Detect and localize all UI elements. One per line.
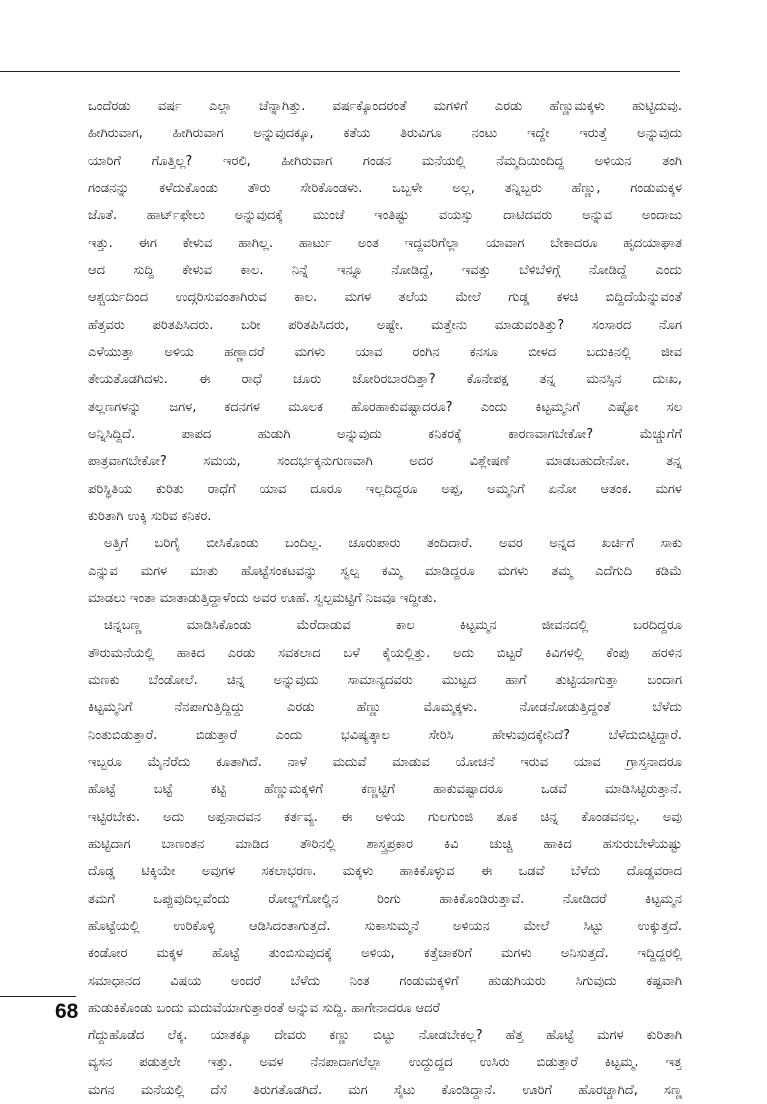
text-line: ಆಶ್ಚರ್ಯದಿಂದ ಉದ್ಗರಿಸುವಂತಾಗಿರುವ ಕಾಲ. ಮಗಳ ತಲೆಯ ಮೇಲೆ ಗುಡ್ಡ ಕಳಚಿ ಬಿದ್ದಿದೆಯೆನ್ನುವಂತೆ [88, 290, 682, 306]
text-line: ಅನ್ನಿಸಿದ್ದಿದೆ. ಪಾಪದ ಹುಡುಗಿ ಅನ್ನುವುದು ಕನಿಕರಕ್ಕೆ ಕಾರಣವಾಗಬೇಕೋ? ಮೆಚ್ಚುಗೆಗೆ [88, 426, 682, 442]
body-text [88, 93, 682, 1104]
text-line: ತಮಗೆ ಒಪ್ಪುವುದಿಲ್ಲವೆಂದು ರೋಲ್ಡ್‌ಗೋಲ್ಡಿನ ರಿಂಗು ಹಾಕಿಕೊಂಡಿರುತ್ತಾವೆ. ನೋಡಿದರೆ ಕಿಟ್ಟಮ್ಮನ [88, 891, 682, 907]
text-line: ಪರಿಸ್ಥಿತಿಯ ಕುರಿತು ರಾಧೆಗೆ ಯಾವ ದೂರೂ ಇಲ್ಲದಿದ್ದರೂ ಅಪ್ಪ, ಅಮ್ಮನಿಗೆ ಏನೋ ಆತಂಕ. ಮಗಳ [88, 481, 682, 497]
text-line: ಕುರಿತಾಗಿ ಉಕ್ಕಿ ಸುರಿವ ಕನಿಕರ. [88, 508, 212, 524]
text-line: ಹೆತ್ತವರು ಪರಿತಪಿಸಿದರು. ಬರೀ ಪರಿತಪಿಸಿದರು, ಅಷ್ಟೇ. ಮತ್ತೇನು ಮಾಡುವಂತಿತ್ತು? ಸಂಸಾರದ ನೊಗ [88, 317, 682, 333]
top-rule [0, 71, 680, 72]
text-line: ಕಿಟ್ಟಮ್ಮನಿಗೆ ನೆನಪಾಗುತ್ತಿದ್ದಿದ್ದು ಎರಡು ಹೆಣ್ಣು ಮೊಮ್ಮಕ್ಕಳು. ನೋಡನೋಡುತ್ತಿದ್ದಂತೆ ಬೆಳೆದು [88, 700, 682, 716]
text-line: ಗೆದ್ದುಹೊಡೆದ ಲೆಕ್ಕ. ಯಾತಕ್ಕೂ ದೇವರು ಕಣ್ಣು ಬಿಟ್ಟು ನೋಡಬೇಕಲ್ಲ? ಹೆತ್ತ ಹೊಟ್ಟೆ ಮಗಳ ಕುರಿತಾಗಿ [88, 1028, 682, 1044]
text-line: ಕಂಡೋರ ಮಕ್ಕಳ ಹೊಟ್ಟೆ ತುಂಬಿಸುವುದಕ್ಕೆ ಅಳಿಯ, ಕತ್ತೆಚಾಕರಿಗೆ ಮಗಳು ಅನಿಸುತ್ತದೆ. ಇದ್ದಿದ್ದರಲ್ಲಿ [88, 946, 682, 962]
text-line: ಮಣಕು ಬೆಂಡೋಲೆ. ಚಿನ್ನ ಅನ್ನುವುದು ಸಾಮಾನ್ಯದವರು ಮುಟ್ಟದ ಹಾಗೆ ತುಟ್ಟಿಯಾಗುತ್ತಾ ಬಂದಾಗ [88, 672, 682, 688]
text-line: ಮಗನ ಮನೆಯಲ್ಲಿ ದೆಸೆ ತಿರುಗತೊಡಗಿದೆ. ಮಗ ಸೈಟು ಕೊಂಡಿದ್ದಾನೆ. ಊರಿಗೆ ಹೊರಚ್ಚಾಗಿದೆ, ಸಣ್ಣ [88, 1082, 682, 1098]
text-line: ಸಮಾಧಾನದ ವಿಷಯ ಅಂದರೆ ಬೆಳೆದು ನಿಂತ ಗಂಡುಮಕ್ಕಳಿಗೆ ಹುಡುಗಿಯರು ಸಿಗುವುದು ಕಷ್ಟವಾಗಿ [88, 973, 682, 989]
text-line: ಮಾಡಲು ಇಂತಾ ಮಾತಾಡುತ್ತಿದ್ದಾಳೆಂದು ಅವರ ಊಹೆ. ಸ್ವಲ್ಪಮಟ್ಟಿಗೆ ನಿಜವೂ ಇದ್ದೀತು. [88, 590, 437, 606]
text-line: ತಲ್ಲಣಗಳನ್ನು ಜಗಳ, ಕದನಗಳ ಮೂಲಕ ಹೊರಹಾಕುವಷ್ಟಾದರೂ? ಎಂದು ಕಿಟ್ಟಮ್ಮನಿಗೆ ಎಷ್ಟೋ ಸಲ [88, 399, 682, 415]
text-line: ಇಬ್ಬರೂ ಮೈನೆರೆದು ಕೂತಾಗಿದೆ. ನಾಳೆ ಮದುವೆ ಮಾಡುವ ಯೋಚನೆ ಇರುವ ಯಾವ ಗ್ರಾಸ್ತನಾದರೂ [88, 754, 682, 770]
text-line: ಹೊಟ್ಟೆಯಲ್ಲಿ ಉರಿಕೊಳ್ಳಿ ಆಡಿಸಿದಂತಾಗುತ್ತದೆ. ಸುಕಾಸುಮ್ಮನೆ ಅಳಿಯನ ಮೇಲೆ ಸಿಟ್ಟು ಉಕ್ಕುತ್ತದೆ. [88, 918, 682, 934]
text-line: ಗಂಡನನ್ನು ಕಳೆದುಕೊಂಡು ತೌರು ಸೇರಿಕೊಂಡಳು. ಒಬ್ಬಳೇ ಅಲ್ಲ, ತನ್ನಿಬ್ಬರು ಹೆಣ್ಣು, ಗಂಡುಮಕ್ಕಳ [88, 180, 682, 196]
text-line: ನಿಂತುಬಿಡುತ್ತಾರೆ. ಬಿಡುತ್ತಾರೆ ಎಂದು ಭವಿಷ್ಯತ್ಕಾಲ ಸೇರಿಸಿ ಹೇಳುವುದಕ್ಕೇನಿದೆ? ಬೆಳೆದುಬಿಟ್ಟಿದ್ದಾರೆ. [88, 727, 682, 743]
text-line: ಚಿನ್ನಬಣ್ಣ ಮಾಡಿಸಿಕೊಂಡು ಮೆರೆದಾಡುವ ಕಾಲ ಕಿಟ್ಟಮ್ಮನ ಜೀವನದಲ್ಲಿ ಬರದಿದ್ದರೂ [104, 618, 682, 634]
text-line: ತೇಯತೊಡಗಿದಳು. ಈ ರಾಧೆ ಚೂರು ಜೋರಿರಬಾರದಿತ್ತಾ? ಕೊನೇಪಕ್ಷ ತನ್ನ ಮನಸ್ಸಿನ ದುಃಖ, [88, 372, 682, 388]
text-line: ಹೊಟ್ಟೆ ಬಟ್ಟೆ ಕಟ್ಟಿ ಹೆಣ್ಣುಮಕ್ಕಳಿಗೆ ಕಣ್ಣಟ್ಟಿಗೆ ಹಾಕುವಷ್ಟಾದರೂ ಒಡವೆ ಮಾಡಿಸಿಟ್ಟಿರುತ್ತಾನೆ. [88, 782, 682, 798]
text-line: ವ್ಯಸನ ಪಡುತ್ತಲೇ ಇತ್ತು. ಅವಳ ನೆನಪಾದಾಗಲೆಲ್ಲಾ ಉದ್ದುದ್ದದ ಉಸಿರು ಬಿಡುತ್ತಾರೆ ಕಿಟ್ಟಮ್ಮ. ಇತ್ತ [88, 1055, 682, 1071]
text-line: ಎನ್ನುವ ಮಗಳ ಮಾತು ಹೊಟ್ಟೆಸಂಕಟವನ್ನು ಸ್ವಲ್ಪ ಕಮ್ಮಿ ಮಾಡಿದ್ದರೂ ಮಗಳು ತಮ್ಮ ಎದೆಗುದಿ ಕಡಿಮೆ [88, 563, 682, 579]
text-line: ಯಾರಿಗೆ ಗೊತ್ತಿಲ್ಲ? ಇರಲಿ, ಹೀಗಿರುವಾಗ ಗಂಡನ ಮನೆಯಲ್ಲಿ ನೆಮ್ಮದಿಯಿಂದಿದ್ದ ಅಳಿಯನ ತಂಗಿ [88, 153, 682, 169]
text-line: ಅತ್ತಿಗೆ ಬರಿಗೈ ಬೀಸಿಕೊಂಡು ಬಂದಿಲ್ಲ. ಚೂರುಪಾರು ತಂದಿದಾರೆ. ಅವರ ಅನ್ನದ ಖರ್ಚಿಗೆ ಸಾಕು [104, 536, 682, 552]
text-line: ದೊಡ್ಡ ಟಿಕ್ಕಿಯೇ ಅವುಗಳ ಸಕಲಾಭರಣ. ಮಕ್ಕಳು ಹಾಕಿಕೊಳ್ಳುವ ಈ ಒಡವೆ ಬೆಳೆದು ದೊಡ್ಡವರಾದ [88, 864, 682, 880]
text-line: ಆದ ಸುದ್ದಿ ಕೇಳುವ ಕಾಲ. ನಿನ್ನೆ ಇನ್ನೂ ನೋಡಿದ್ದೆ, ಇವತ್ತು ಬೆಳಿಬೆಳಿಗ್ಗೆ ನೋಡಿದ್ದೆ ಎಂದು [88, 262, 682, 278]
text-line: ಜೊತೆ. ಹಾರ್ಟ್‌ಫೇಲು ಅನ್ನುವುದಕ್ಕೆ ಮುಂಚೆ ಇಂತಿಷ್ಟು ವಯಸ್ಸು ದಾಟಿದವರು ಅನ್ನುವ ಅಂದಾಜು [88, 208, 682, 224]
page-number: 68 [55, 1000, 79, 1023]
text-line: ಹುಡುಕಿಕೊಂಡು ಬಂದು ಮದುವೆಯಾಗುತ್ತಾರಂತೆ ಅನ್ನುವ ಸುದ್ದಿ. ಹಾಗೇನಾದರೂ ಆದರೆ [88, 1000, 440, 1016]
text-line: ಇಟ್ಟಿರಬೇಕು. ಅದು ಅಪ್ಪನಾದವನ ಕರ್ತವ್ಯ. ಈ ಅಳಿಯ ಗುಲಗುಂಜಿ ತೂಕ ಚಿನ್ನ ಕೊಂಡವನಲ್ಲ. ಅವು [88, 809, 682, 825]
footer-rule [0, 996, 76, 997]
text-line: ಪಾತ್ರವಾಗಬೇಕೋ? ಸಮಯ, ಸಂದರ್ಭಕ್ಕನುಗುಣವಾಗಿ ಅದರ ವಿಶ್ಲೇಷಣೆ ಮಾಡಬಹುದೇನೋ. ತನ್ನ [88, 454, 682, 470]
text-line: ತೌರುಮನೆಯಲ್ಲಿ ಹಾಕಿದ ಎರಡು ಸವಕಲಾದ ಬಳೆ ಕೈಯಲ್ಲಿತ್ತು. ಅದು ಬಿಟ್ಟರೆ ಕಿವಿಗಳಲ್ಲಿ ಕೆಂಪು ಹರಳಿನ [88, 645, 682, 661]
text-line: ಹೀಗಿರುವಾಗ, ಹೀಗಿರುವಾಗ ಅನ್ನುವುದಕ್ಕೂ, ಕತೆಯ ತಿರುವಿಗೂ ನಂಟು ಇದ್ದೇ ಇರುತ್ತೆ ಅನ್ನುವುದು [88, 126, 682, 142]
text-line: ಒಂದೆರಡು ವರ್ಷ ಎಲ್ಲಾ ಚೆನ್ನಾಗಿತ್ತು. ವರ್ಷಕ್ಕೊಂದರಂತೆ ಮಗಳಿಗೆ ಎರಡು ಹೆಣ್ಣುಮಕ್ಕಳು ಹುಟ್ಟಿದುವು. [88, 99, 682, 114]
text-line: ಹುಟ್ಟಿದಾಗ ಬಾಣಂತನ ಮಾಡಿದ ತೌರಿನಲ್ಲಿ ಶಾಸ್ತ್ರಪ್ರಕಾರ ಕಿವಿ ಚುಚ್ಚಿ ಹಾಕಿದ ಹಸುರುಬೇಳೆಯಷ್ಟು [88, 836, 682, 852]
text-line: ಇತ್ತು. ಈಗ ಕೇಳುವ ಹಾಗಿಲ್ಲ. ಹಾರ್ಟು ಅಂತ ಇದ್ದವರಿಗೆಲ್ಲಾ ಯಾವಾಗ ಬೇಕಾದರೂ ಹೃದಯಾಘಾತ [88, 235, 682, 251]
text-line: ಎಳೆಯುತ್ತಾ ಅಳಿಯ ಹಣ್ಣಾದರೆ ಮಗಳು ಯಾವ ರಂಗಿನ ಕನಸೂ ಬೀಳದ ಬದುಕಿನಲ್ಲಿ ಜೀವ [88, 344, 682, 360]
